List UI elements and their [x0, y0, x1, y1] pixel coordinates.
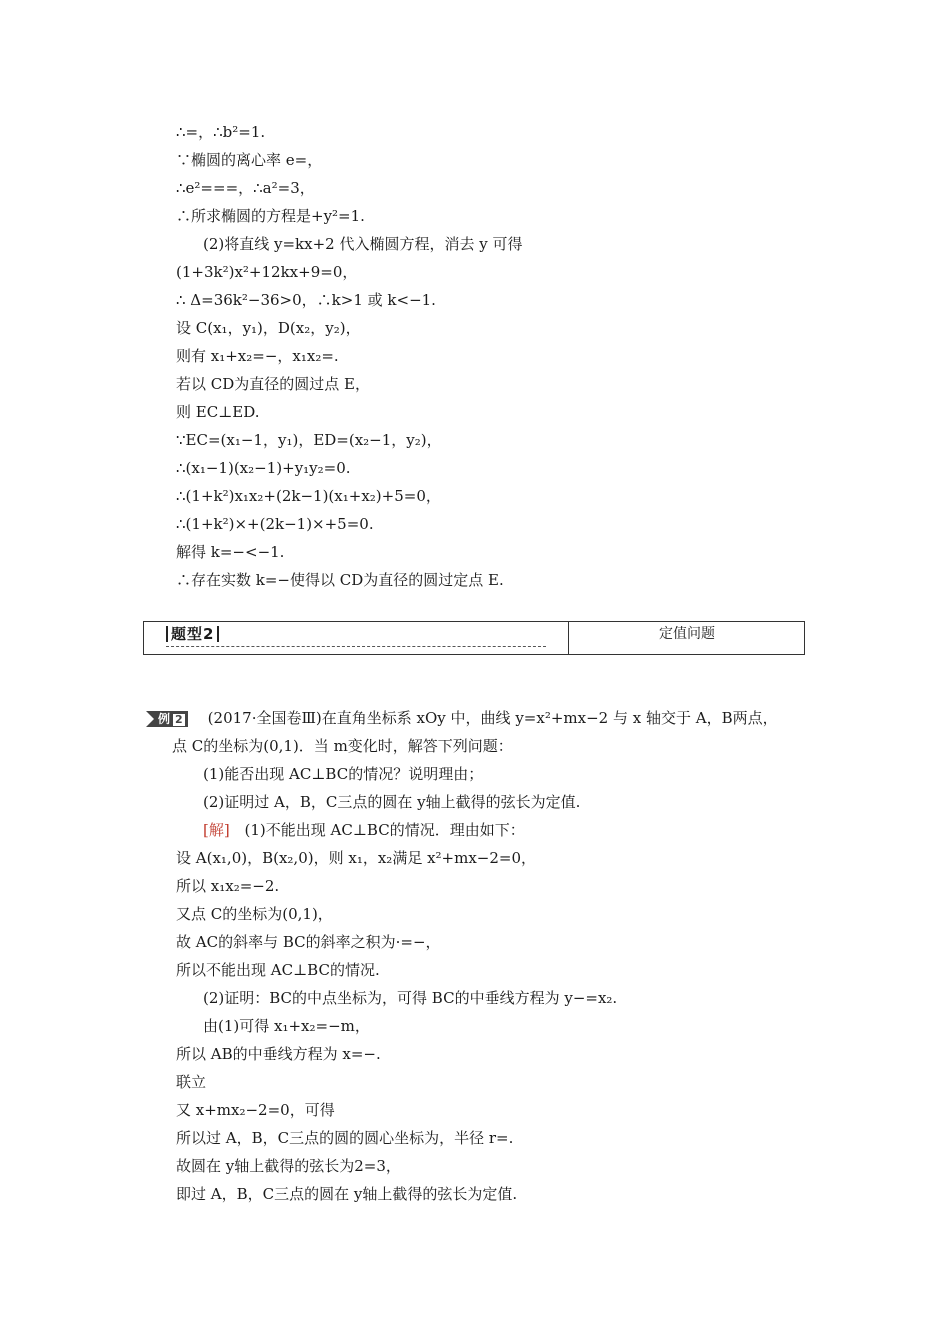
- answer-text: (1)不能出现 AC⊥BC的情况．理由如下：: [244, 821, 525, 839]
- solution-line: ∵EC=(x₁−1，y₁)，ED=(x₂−1，y₂)，: [176, 431, 442, 449]
- solution-line: ∴所求椭圆的方程是+y²=1.: [176, 207, 365, 225]
- question-2: (2)证明过 A，B，C三点的圆在 y轴上截得的弦长为定值.: [203, 793, 581, 811]
- question-1: (1)能否出现 AC⊥BC的情况？说明理由；: [203, 765, 484, 783]
- solution-line: ∴(x₁−1)(x₂−1)+y₁y₂=0.: [176, 459, 351, 477]
- answer-line: 所以不能出现 AC⊥BC的情况.: [176, 961, 380, 979]
- answer-line: 又 x+mx₂−2=0，可得: [176, 1101, 335, 1119]
- part2-intro: (2)将直线 y=kx+2 代入椭圆方程，消去 y 可得: [203, 235, 523, 253]
- answer-label: [解]: [203, 821, 230, 839]
- answer-line: 所以过 A，B，C三点的圆的圆心坐标为，半径 r=.: [176, 1129, 514, 1147]
- banner-dashed-rule: [166, 646, 546, 647]
- solution-line: ∵椭圆的离心率 e=，: [176, 151, 323, 169]
- example-text: 点 C的坐标为(0,1)．当 m变化时，解答下列问题：: [172, 737, 513, 755]
- answer-line: 又点 C的坐标为(0,1)，: [176, 905, 333, 923]
- solution-line: ∴=，∴b²=1.: [176, 123, 266, 141]
- solution-line: 若以 CD为直径的圆过点 E，: [176, 375, 370, 393]
- solution-line: (1+3k²)x²+12kx+9=0，: [176, 263, 358, 281]
- example-text: (2017·全国卷Ⅲ)在直角坐标系 xOy 中，曲线 y=x²+mx−2 与 x 轴交于 A，B两点，: [207, 709, 778, 727]
- answer-line: 所以 AB的中垂线方程为 x=−.: [176, 1045, 381, 1063]
- answer-line: 故 AC的斜率与 BC的斜率之积为·=−，: [176, 933, 441, 951]
- answer-line: 联立: [176, 1073, 207, 1091]
- section-tag: 题型2: [166, 626, 219, 642]
- section-banner: [143, 621, 805, 655]
- solution-line: 解得 k=−<−1.: [176, 543, 285, 561]
- example-badge-number: 2: [175, 713, 183, 726]
- example-badge: [146, 711, 188, 727]
- solution-line: ∴e²===，∴a²=3，: [176, 179, 315, 197]
- solution-line: ∴(1+k²)x₁x₂+(2k−1)(x₁+x₂)+5=0，: [176, 487, 441, 505]
- answer-line: 所以 x₁x₂=−2.: [176, 877, 280, 895]
- section-title: 定值问题: [659, 626, 715, 642]
- example-header: [146, 708, 778, 728]
- answer-first-line: [203, 820, 525, 840]
- example-badge-label: 例: [158, 712, 171, 726]
- answer-line: 由(1)可得 x₁+x₂=−m，: [203, 1017, 370, 1035]
- answer-line: 故圆在 y轴上截得的弦长为2=3，: [176, 1157, 401, 1175]
- solution-line: ∴ Δ=36k²−36>0，∴k>1 或 k<−1.: [176, 291, 436, 309]
- solution-line: 则 EC⊥ED.: [176, 403, 260, 421]
- answer-line: 设 A(x₁,0)，B(x₂,0)，则 x₁，x₂满足 x²+mx−2=0，: [176, 849, 537, 867]
- solution-line: 则有 x₁+x₂=−，x₁x₂=.: [176, 347, 339, 365]
- solution-line: ∴存在实数 k=−使得以 CD为直径的圆过定点 E.: [176, 571, 504, 589]
- solution-line: 设 C(x₁，y₁)，D(x₂，y₂)，: [176, 319, 361, 337]
- solution-line: ∴(1+k²)×+(2k−1)×+5=0.: [176, 515, 374, 533]
- answer-line: 即过 A，B，C三点的圆在 y轴上截得的弦长为定值.: [176, 1185, 518, 1203]
- proof-line: (2)证明：BC的中点坐标为，可得 BC的中垂线方程为 y−=x₂.: [203, 989, 618, 1007]
